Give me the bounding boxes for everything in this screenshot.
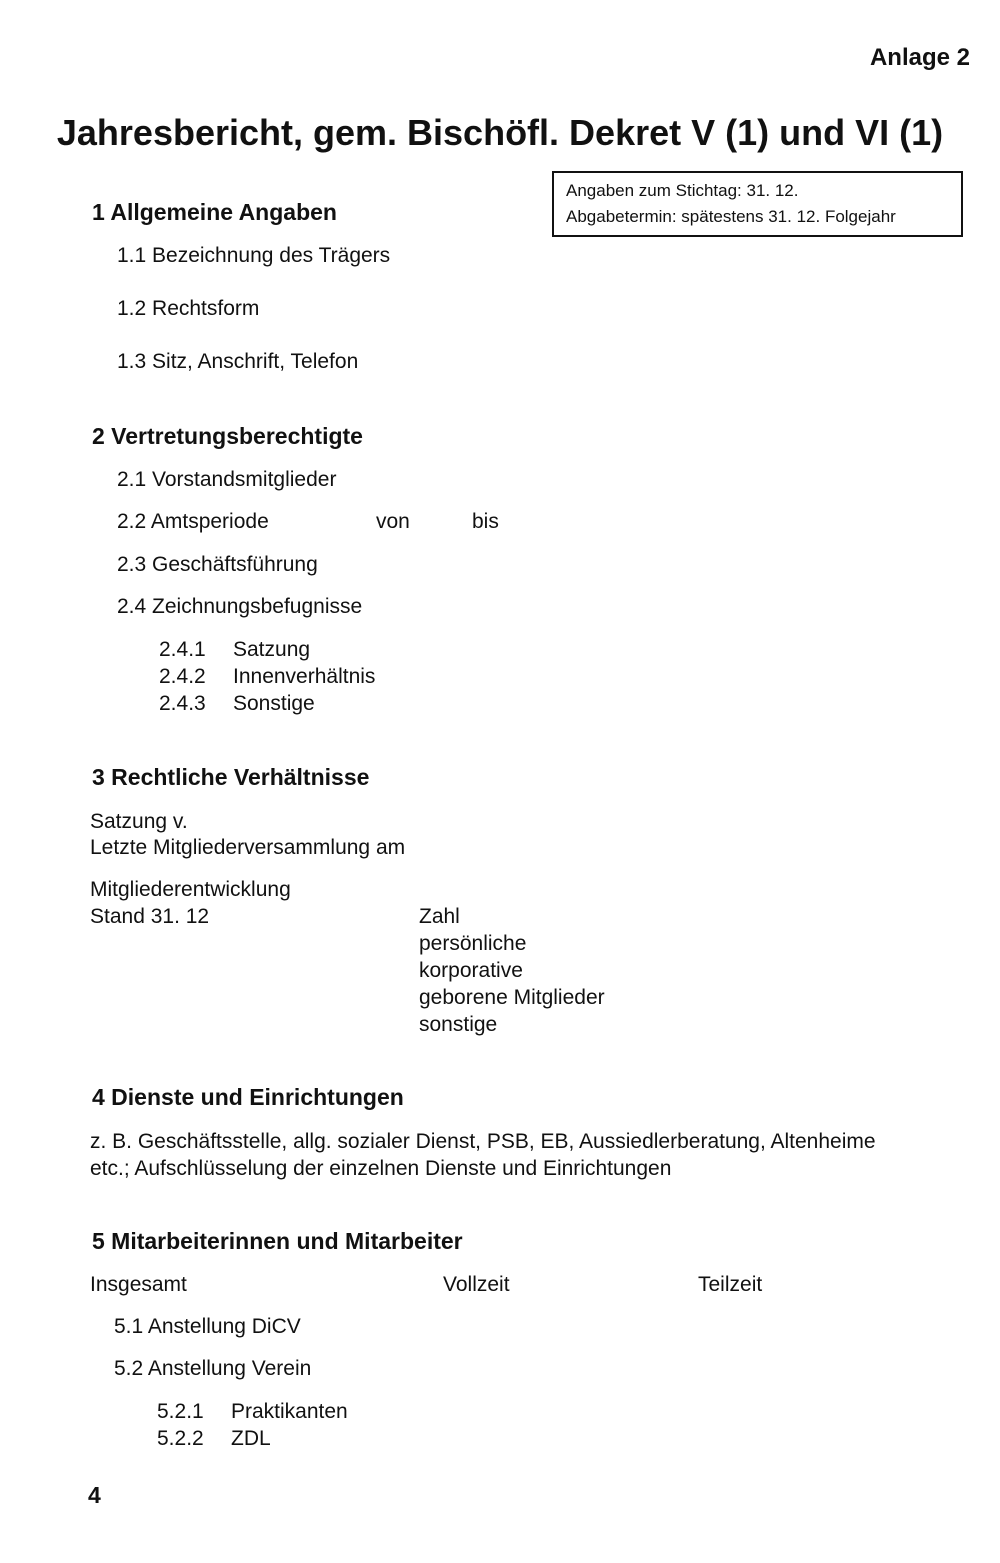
item-2-3: 2.3 Geschäftsführung [117, 553, 318, 576]
item-2-4-2-number: 2.4.2 [159, 665, 206, 688]
statute-date-label: Satzung v. [90, 810, 188, 833]
deadline-info-box [552, 171, 963, 237]
section-3-heading: 3 Rechtliche Verhältnisse [92, 764, 370, 790]
item-5-2-1-number: 5.2.1 [157, 1400, 204, 1423]
members-born: geborene Mitglieder [419, 986, 605, 1009]
item-1-3: 1.3 Sitz, Anschrift, Telefon [117, 350, 359, 373]
section-4-heading: 4 Dienste und Einrichtungen [92, 1084, 404, 1110]
item-2-4-2-label: Innenverhältnis [233, 665, 376, 688]
item-2-4-1-number: 2.4.1 [159, 638, 206, 661]
item-2-4-3-number: 2.4.3 [159, 692, 206, 715]
services-description-line-2: etc.; Aufschlüsselung der einzelnen Dienste und Einrichtungen [90, 1157, 672, 1180]
members-corporate: korporative [419, 959, 523, 982]
item-2-4-1-label: Satzung [233, 638, 311, 661]
member-count-label: Zahl [419, 905, 460, 928]
last-assembly-label: Letzte Mitgliederversammlung am [90, 836, 406, 859]
item-5-2-2-label: ZDL [231, 1427, 271, 1450]
period-from-label: von [376, 510, 410, 533]
member-status-date: Stand 31. 12 [90, 905, 210, 928]
services-description-line-1: z. B. Geschäftsstelle, allg. sozialer Dienst, PSB, EB, Aussiedlerberatung, Altenheime [90, 1130, 876, 1153]
section-5-heading: 5 Mitarbeiterinnen und Mitarbeiter [92, 1228, 463, 1254]
member-development-label: Mitgliederentwicklung [90, 878, 291, 901]
item-2-2: 2.2 Amtsperiode [117, 510, 269, 533]
members-other: sonstige [419, 1013, 498, 1036]
item-5-2: 5.2 Anstellung Verein [114, 1357, 312, 1380]
item-5-2-1-label: Praktikanten [231, 1400, 348, 1423]
item-2-4: 2.4 Zeichnungsbefugnisse [117, 595, 363, 618]
item-5-1: 5.1 Anstellung DiCV [114, 1315, 301, 1338]
document-title: Jahresbericht, gem. Bischöfl. Dekret V (1) und VI (1) [56, 112, 944, 153]
info-box-line-2: Abgabetermin: spätestens 31. 12. Folgejahr [566, 207, 896, 226]
period-to-label: bis [472, 510, 499, 533]
section-2-heading: 2 Vertretungsberechtigte [92, 423, 363, 449]
item-5-2-2-number: 5.2.2 [157, 1427, 204, 1450]
item-1-2: 1.2 Rechtsform [117, 297, 260, 320]
members-personal: persönliche [419, 932, 527, 955]
staff-fulltime-label: Vollzeit [443, 1273, 510, 1296]
item-2-4-3-label: Sonstige [233, 692, 315, 715]
annex-label: Anlage 2 [869, 44, 970, 71]
page-number: 4 [88, 1482, 101, 1508]
section-1-heading: 1 Allgemeine Angaben [92, 199, 337, 225]
info-box-line-1: Angaben zum Stichtag: 31. 12. [566, 181, 799, 200]
staff-total-label: Insgesamt [90, 1273, 187, 1296]
item-2-1: 2.1 Vorstandsmitglieder [117, 468, 337, 491]
staff-parttime-label: Teilzeit [698, 1273, 763, 1296]
item-1-1: 1.1 Bezeichnung des Trägers [117, 244, 391, 267]
